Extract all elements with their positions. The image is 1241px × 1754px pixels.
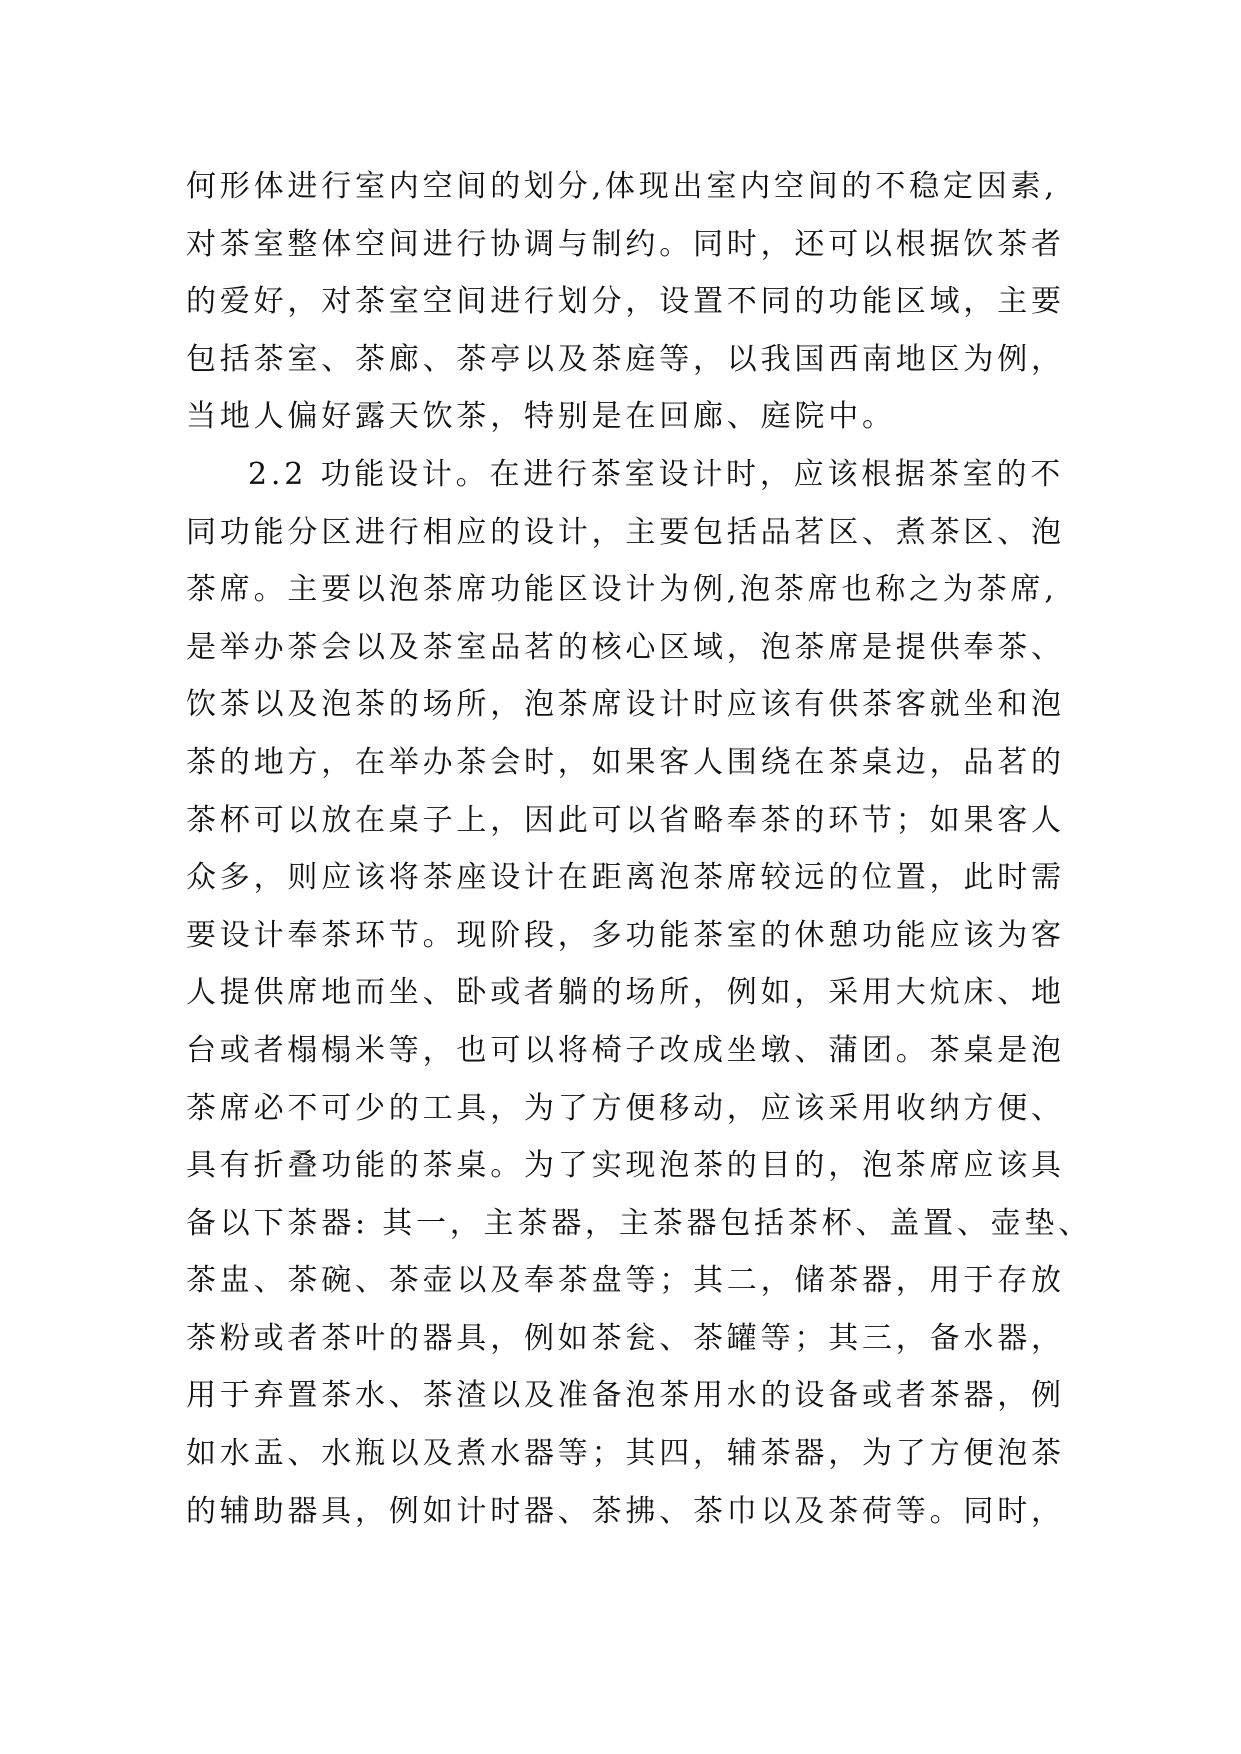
- text-line: 当地人偏好露天饮茶，特别是在回廊、庭院中。: [186, 399, 896, 435]
- text-line: 茶席。主要以泡茶席功能区设计为例,泡茶席也称之为茶席,: [186, 572, 1058, 608]
- text-line: 饮茶以及泡茶的场所，泡茶席设计时应该有供茶客就坐和泡: [186, 687, 1065, 723]
- text-line: 人提供席地而坐、卧或者躺的场所，例如，采用大炕床、地: [186, 975, 1065, 1011]
- text-line: 包括茶室、茶廊、茶亭以及茶庭等，以我国西南地区为例，: [186, 341, 1065, 377]
- text-line: 茶杯可以放在桌子上，因此可以省略奉茶的环节；如果客人: [186, 802, 1065, 838]
- text-line: 何形体进行室内空间的划分,体现出室内空间的不稳定因素,: [186, 169, 1058, 204]
- text-line: 如水盂、水瓶以及煮水器等；其四，辅茶器，为了方便泡茶: [186, 1436, 1065, 1472]
- text-line: 同功能分区进行相应的设计，主要包括品茗区、煮茶区、泡: [186, 514, 1065, 550]
- text-line: 备以下茶器: 其一，主茶器，主茶器包括茶杯、盖置、壶垫、: [186, 1205, 1093, 1241]
- text-line: 对茶室整体空间进行协调与制约。同时，还可以根据饮茶者: [186, 226, 1065, 262]
- text-line: 台或者榻榻米等，也可以将椅子改成坐墩、蒲团。茶桌是泡: [186, 1032, 1065, 1068]
- text-line: 茶的地方，在举办茶会时，如果客人围绕在茶桌边，品茗的: [186, 744, 1065, 780]
- text-line: 茶盅、茶碗、茶壶以及奉茶盘等；其二，储茶器，用于存放: [186, 1263, 1065, 1299]
- body-text: [186, 158, 1093, 1540]
- text-line: 的辅助器具，例如计时器、茶拂、茶巾以及茶荷等。同时，: [186, 1493, 1065, 1529]
- text-line: 是举办茶会以及茶室品茗的核心区域，泡茶席是提供奉茶、: [186, 629, 1065, 665]
- text-line: 茶粉或者茶叶的器具，例如茶瓮、茶罐等；其三，备水器，: [186, 1320, 1065, 1356]
- section-heading-line: 2.2 功能设计。在进行茶室设计时，应该根据茶室的不: [248, 456, 1065, 492]
- text-line: 具有折叠功能的茶桌。为了实现泡茶的目的，泡茶席应该具: [186, 1148, 1065, 1184]
- text-line: 要设计奉茶环节。现阶段，多功能茶室的休憩功能应该为客: [186, 917, 1065, 953]
- text-line: 用于弃置茶水、茶渣以及准备泡茶用水的设备或者茶器，例: [186, 1378, 1065, 1414]
- text-line: 茶席必不可少的工具，为了方便移动，应该采用收纳方便、: [186, 1090, 1065, 1126]
- text-line: 的爱好，对茶室空间进行划分，设置不同的功能区域，主要: [186, 284, 1065, 320]
- text-line: 众多，则应该将茶座设计在距离泡茶席较远的位置，此时需: [186, 860, 1065, 896]
